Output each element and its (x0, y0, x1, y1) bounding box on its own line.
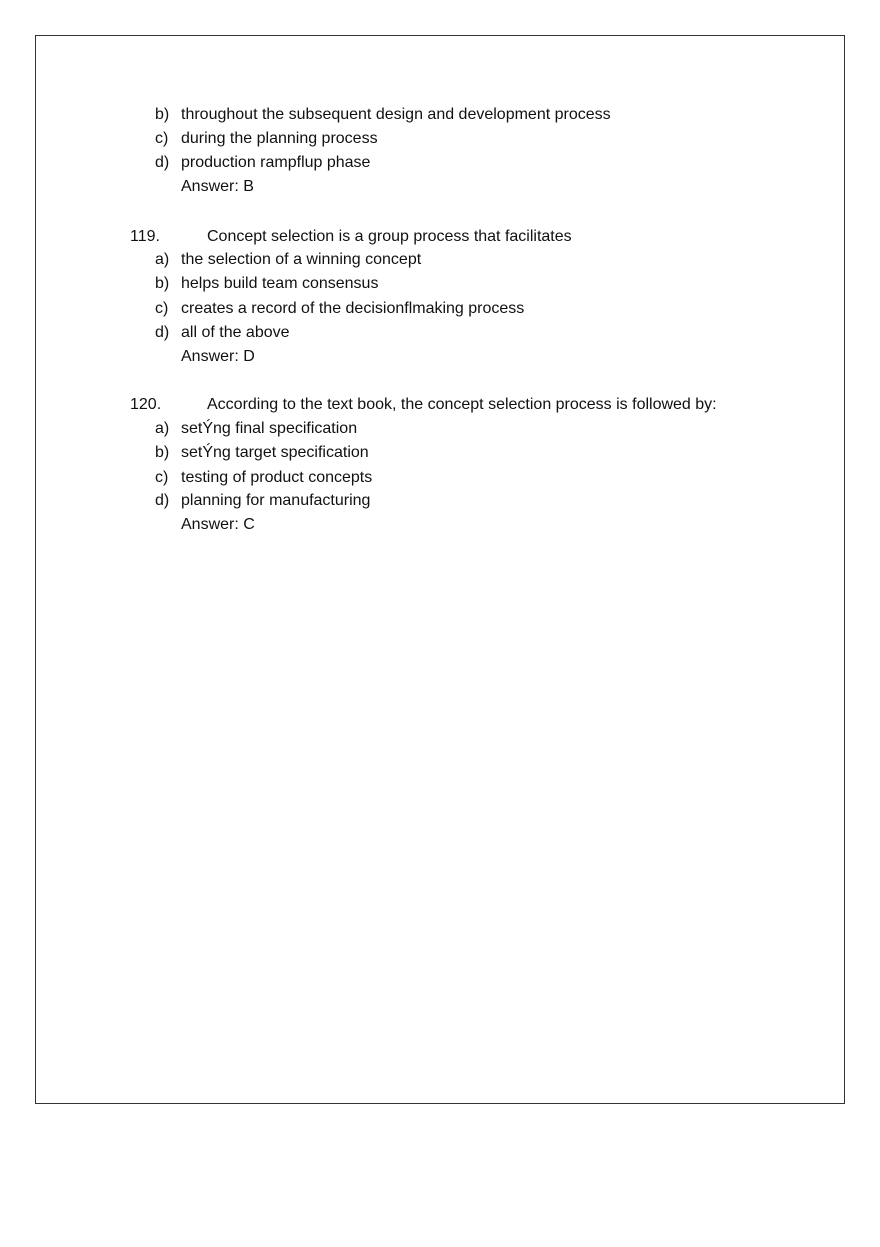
option-text: production rampﬂup phase (181, 154, 371, 171)
option-letter: a) (155, 251, 170, 268)
option-text: setÝng target specification (181, 444, 369, 461)
option-letter: c) (155, 469, 169, 486)
option-text: during the planning process (181, 130, 378, 147)
answer-text: Answer: B (181, 178, 254, 195)
option-text: planning for manufacturing (181, 492, 371, 509)
option-text: throughout the subsequent design and development process (181, 106, 611, 123)
answer-text: Answer: C (181, 516, 255, 533)
option-letter: d) (155, 154, 170, 171)
option-text: testing of product concepts (181, 469, 373, 486)
option-letter: b) (155, 275, 170, 292)
option-letter: c) (155, 130, 169, 147)
option-letter: c) (155, 300, 169, 317)
answer-text: Answer: D (181, 348, 255, 365)
option-letter: d) (155, 492, 170, 509)
option-text: setÝng final specification (181, 420, 358, 437)
question-number: 120. (130, 396, 162, 413)
question-text: Concept selection is a group process that facilitates (207, 228, 572, 245)
question-number: 119. (130, 228, 160, 245)
option-text: all of the above (181, 324, 290, 341)
option-letter: b) (155, 106, 170, 123)
option-letter: d) (155, 324, 170, 341)
option-text: helps build team consensus (181, 275, 379, 292)
option-letter: a) (155, 420, 170, 437)
option-text: the selection of a winning concept (181, 251, 422, 268)
option-letter: b) (155, 444, 170, 461)
option-text: creates a record of the decisionﬂmaking process (181, 300, 525, 317)
question-text: According to the text book, the concept selection process is followed by: (207, 396, 717, 413)
